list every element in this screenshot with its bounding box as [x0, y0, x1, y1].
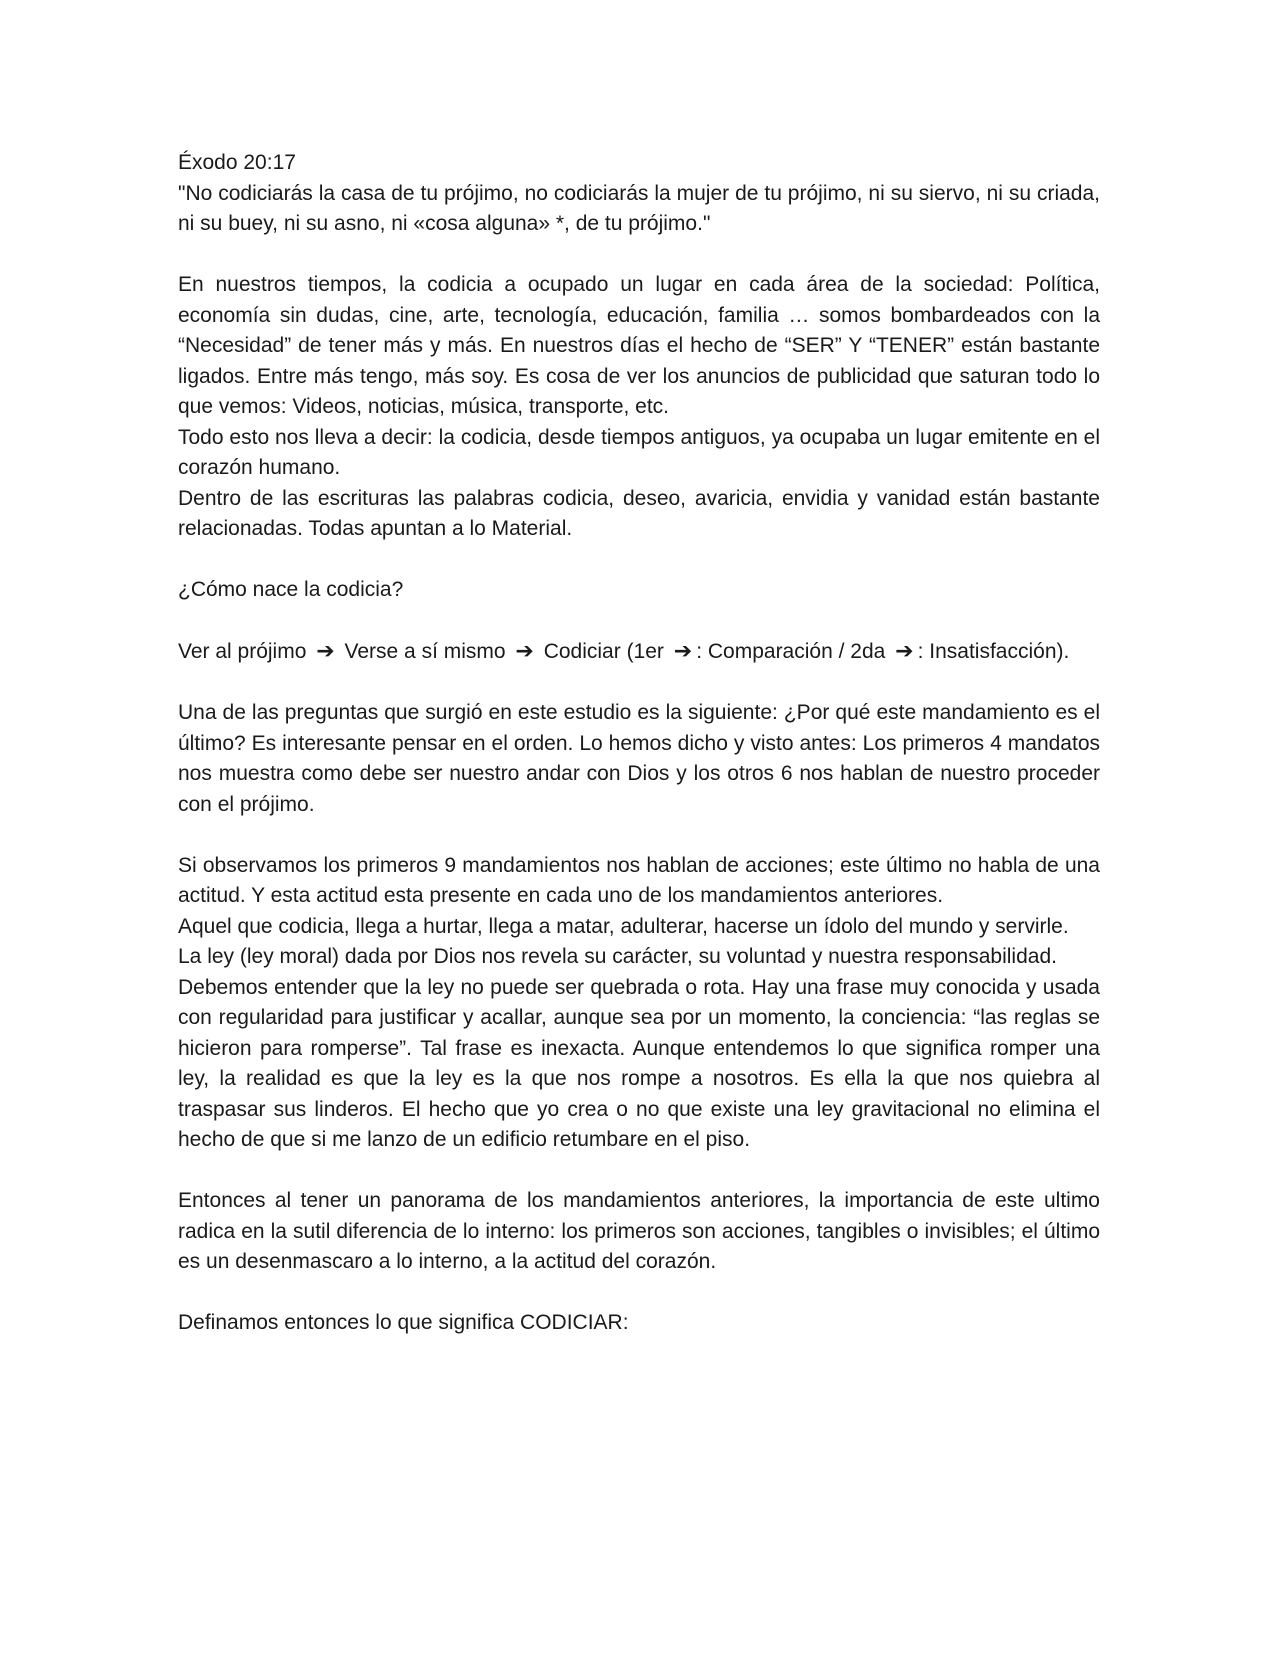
- arrow-right-icon: ➔: [316, 638, 335, 663]
- paragraph-codicia-tiempos: En nuestros tiempos, la codicia a ocupado un lugar en cada área de la sociedad: Política, economía sin dudas, cine, arte, tecnología, educación, familia … somos bombardeados con la “Necesidad” de tener más y más. En nuestros días el hecho de “SER” Y “TENER” están bastante ligados. Entre más tengo, más soy. Es cosa de ver los anuncios de publicidad que saturan todo lo que vemos: Videos, noticias, música, transporte, etc.: [178, 273, 1100, 418]
- paragraph-escrituras: Dentro de las escrituras las palabras codicia, deseo, avaricia, envidia y vanidad están bastante relacionadas. Todas apuntan a lo Material.: [178, 486, 1100, 540]
- flow-step-comparacion: : Comparación / 2da: [696, 640, 886, 663]
- scripture-quote: "No codiciarás la casa de tu prójimo, no codiciarás la mujer de tu prójimo, ni su siervo, ni su criada, ni su buey, ni su asno, ni «cosa alguna» *, de tu prójimo.": [178, 181, 1100, 235]
- flow-step-codiciar: Codiciar (1er: [543, 640, 664, 663]
- paragraph-gap: [178, 820, 1100, 851]
- paragraph-gap: [178, 606, 1100, 637]
- paragraph-ultimo-mandamiento: Una de las preguntas que surgió en este estudio es la siguiente: ¿Por qué este mandamiento es el último? Es interesante pensar en el orden. Lo hemos dicho y visto antes: Los primeros 4 mandatos nos muestra como debe ser nuestro andar con Dios y los otros 6 nos hablan de nuestro proceder con el prójimo.: [178, 701, 1100, 816]
- closing-line: Definamos entonces lo que significa CODICIAR:: [178, 1311, 629, 1334]
- flow-step-insatisfaccion: : Insatisfacción).: [917, 640, 1070, 663]
- paragraph-gap: [178, 1278, 1100, 1309]
- arrow-right-icon: ➔: [515, 638, 534, 663]
- paragraph-gap: [178, 668, 1100, 699]
- paragraph-ley-moral: La ley (ley moral) dada por Dios nos revela su carácter, su voluntad y nuestra responsabilidad.: [178, 945, 1057, 968]
- paragraph-panorama: Entonces al tener un panorama de los mandamientos anteriores, la importancia de este ultimo radica en la sutil diferencia de lo interno: los primeros son acciones, tangibles o invisibles; el último es un desenmascaro a lo interno, a la actitud del corazón.: [178, 1189, 1100, 1273]
- arrow-right-icon: ➔: [895, 638, 914, 663]
- question-heading: ¿Cómo nace la codicia?: [178, 578, 404, 601]
- document-page: [178, 148, 1100, 1339]
- flow-step-ver-projimo: Ver al prójimo: [178, 640, 307, 663]
- flow-step-verse-mismo: Verse a sí mismo: [344, 640, 506, 663]
- arrow-right-icon: ➔: [673, 638, 693, 663]
- paragraph-ley-no-quebrada: Debemos entender que la ley no puede ser quebrada o rota. Hay una frase muy conocida y usada con regularidad para justificar y acallar, aunque sea por un momento, la conciencia: “las reglas se hicieron para romperse”. Tal frase es inexacta. Aunque entendemos lo que significa romper una ley, la realidad es que la ley es la que nos rompe a nosotros. Es ella la que nos quiebra al traspasar sus linderos. El hecho que yo crea o no que existe una ley gravitacional no elimina el hecho de que si me lanzo de un edificio retumbare en el piso.: [178, 975, 1100, 1151]
- codicia-flow: [178, 636, 1100, 668]
- paragraph-gap: [178, 1156, 1100, 1187]
- paragraph-gap: [178, 545, 1100, 576]
- paragraph-gap: [178, 240, 1100, 271]
- scripture-reference: Éxodo 20:17: [178, 151, 296, 174]
- paragraph-acciones-actitud: Si observamos los primeros 9 mandamientos nos hablan de acciones; este último no habla de una actitud. Y esta actitud esta presente en cada uno de los mandamientos anteriores.: [178, 853, 1100, 907]
- paragraph-codicia-antigua: Todo esto nos lleva a decir: la codicia, desde tiempos antiguos, ya ocupaba un lugar emitente en el corazón humano.: [178, 425, 1100, 479]
- paragraph-aquel-que-codicia: Aquel que codicia, llega a hurtar, llega a matar, adulterar, hacerse un ídolo del mundo y servirle.: [178, 914, 1069, 938]
